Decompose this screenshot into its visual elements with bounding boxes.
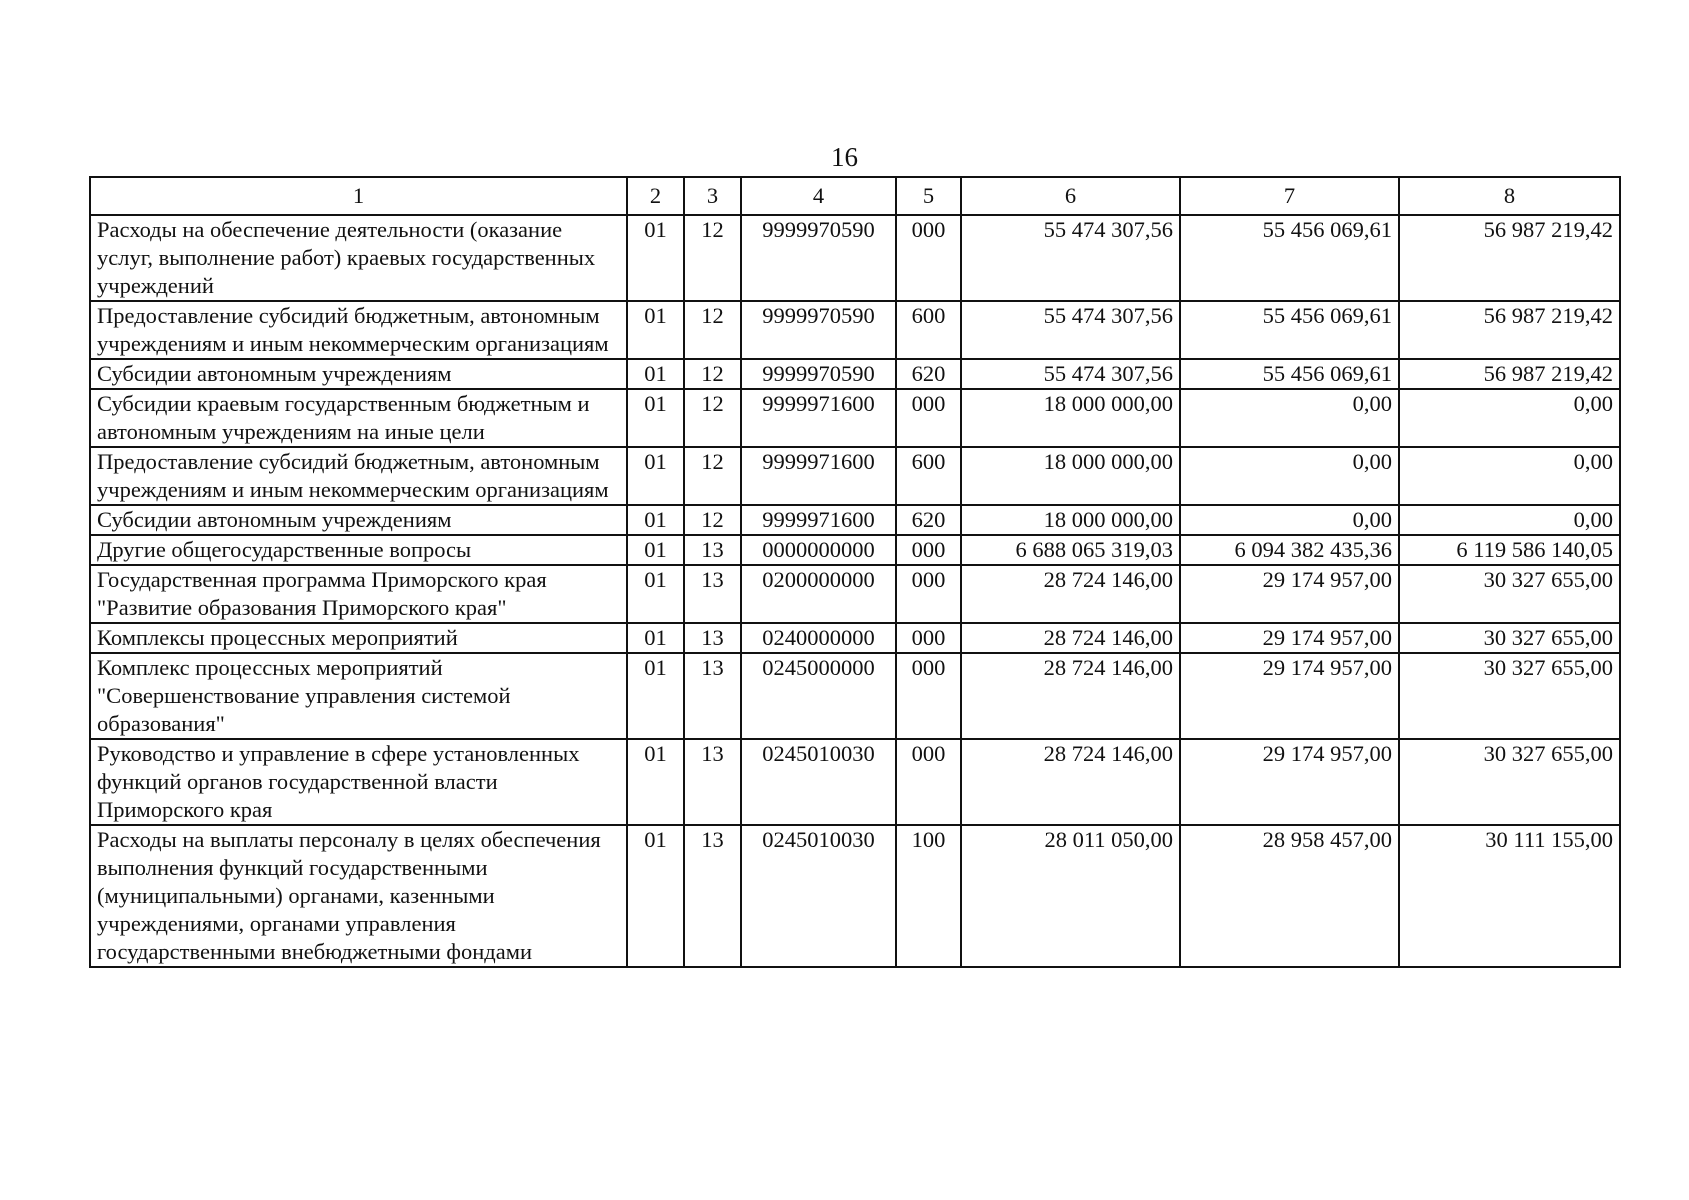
section-code: 01 <box>627 359 684 389</box>
amount-col-8: 30 327 655,00 <box>1399 623 1620 653</box>
expense-name: Расходы на обеспечение деятельности (оказание услуг, выполнение работ) краевых государственных учреждений <box>90 215 627 301</box>
expense-type-code: 000 <box>896 623 961 653</box>
expense-type-code: 000 <box>896 215 961 301</box>
expense-type-code: 600 <box>896 301 961 359</box>
amount-col-7: 55 456 069,61 <box>1180 215 1399 301</box>
amount-col-7: 29 174 957,00 <box>1180 623 1399 653</box>
expense-name: Комплекс процессных мероприятий "Совершенствование управления системой образования" <box>90 653 627 739</box>
table-row <box>90 535 1620 565</box>
subsection-code: 13 <box>684 565 741 623</box>
table-row <box>90 359 1620 389</box>
table-row <box>90 653 1620 739</box>
target-article-code: 0000000000 <box>741 535 896 565</box>
amount-col-6: 18 000 000,00 <box>961 505 1180 535</box>
target-article-code: 9999971600 <box>741 447 896 505</box>
expense-name: Предоставление субсидий бюджетным, автономным учреждениям и иным некоммерческим организациям <box>90 301 627 359</box>
table-row <box>90 565 1620 623</box>
amount-col-8: 30 111 155,00 <box>1399 825 1620 967</box>
section-code: 01 <box>627 565 684 623</box>
amount-col-8: 0,00 <box>1399 389 1620 447</box>
table-row <box>90 301 1620 359</box>
column-header: 4 <box>741 177 896 215</box>
amount-col-6: 55 474 307,56 <box>961 359 1180 389</box>
amount-col-6: 18 000 000,00 <box>961 389 1180 447</box>
subsection-code: 13 <box>684 623 741 653</box>
subsection-code: 12 <box>684 301 741 359</box>
section-code: 01 <box>627 215 684 301</box>
table-row <box>90 623 1620 653</box>
expense-type-code: 000 <box>896 535 961 565</box>
amount-col-6: 28 724 146,00 <box>961 653 1180 739</box>
amount-col-8: 30 327 655,00 <box>1399 653 1620 739</box>
subsection-code: 12 <box>684 359 741 389</box>
amount-col-8: 6 119 586 140,05 <box>1399 535 1620 565</box>
expense-name: Другие общегосударственные вопросы <box>90 535 627 565</box>
expense-name: Субсидии автономным учреждениям <box>90 359 627 389</box>
amount-col-7: 6 094 382 435,36 <box>1180 535 1399 565</box>
target-article-code: 9999971600 <box>741 389 896 447</box>
target-article-code: 0245010030 <box>741 739 896 825</box>
amount-col-7: 29 174 957,00 <box>1180 565 1399 623</box>
column-header: 2 <box>627 177 684 215</box>
subsection-code: 12 <box>684 389 741 447</box>
table-row <box>90 825 1620 967</box>
column-number-row <box>90 177 1620 215</box>
column-header: 5 <box>896 177 961 215</box>
expense-name: Государственная программа Приморского края "Развитие образования Приморского края" <box>90 565 627 623</box>
section-code: 01 <box>627 623 684 653</box>
expense-type-code: 000 <box>896 389 961 447</box>
expense-name: Предоставление субсидий бюджетным, автономным учреждениям и иным некоммерческим организациям <box>90 447 627 505</box>
amount-col-6: 28 724 146,00 <box>961 565 1180 623</box>
subsection-code: 13 <box>684 739 741 825</box>
amount-col-8: 56 987 219,42 <box>1399 301 1620 359</box>
expense-name: Расходы на выплаты персоналу в целях обеспечения выполнения функций государственными (муниципальными) органами, казенными учреждениями, органами управления государственными внебюджетными фондами <box>90 825 627 967</box>
amount-col-6: 55 474 307,56 <box>961 215 1180 301</box>
expense-type-code: 620 <box>896 359 961 389</box>
target-article-code: 0245000000 <box>741 653 896 739</box>
target-article-code: 0200000000 <box>741 565 896 623</box>
target-article-code: 9999970590 <box>741 359 896 389</box>
section-code: 01 <box>627 447 684 505</box>
amount-col-6: 28 724 146,00 <box>961 739 1180 825</box>
expense-type-code: 000 <box>896 565 961 623</box>
amount-col-6: 6 688 065 319,03 <box>961 535 1180 565</box>
amount-col-6: 55 474 307,56 <box>961 301 1180 359</box>
target-article-code: 9999971600 <box>741 505 896 535</box>
expense-type-code: 100 <box>896 825 961 967</box>
target-article-code: 0245010030 <box>741 825 896 967</box>
column-header: 6 <box>961 177 1180 215</box>
column-header: 3 <box>684 177 741 215</box>
amount-col-6: 28 011 050,00 <box>961 825 1180 967</box>
amount-col-8: 30 327 655,00 <box>1399 565 1620 623</box>
amount-col-7: 29 174 957,00 <box>1180 739 1399 825</box>
amount-col-8: 30 327 655,00 <box>1399 739 1620 825</box>
column-header: 1 <box>90 177 627 215</box>
amount-col-7: 29 174 957,00 <box>1180 653 1399 739</box>
amount-col-7: 0,00 <box>1180 389 1399 447</box>
subsection-code: 13 <box>684 535 741 565</box>
amount-col-7: 55 456 069,61 <box>1180 301 1399 359</box>
expense-type-code: 600 <box>896 447 961 505</box>
expense-name: Субсидии краевым государственным бюджетным и автономным учреждениям на иные цели <box>90 389 627 447</box>
subsection-code: 12 <box>684 505 741 535</box>
section-code: 01 <box>627 653 684 739</box>
section-code: 01 <box>627 739 684 825</box>
amount-col-7: 0,00 <box>1180 447 1399 505</box>
section-code: 01 <box>627 301 684 359</box>
table-row <box>90 215 1620 301</box>
expense-name: Субсидии автономным учреждениям <box>90 505 627 535</box>
table-row <box>90 739 1620 825</box>
expense-type-code: 620 <box>896 505 961 535</box>
section-code: 01 <box>627 535 684 565</box>
target-article-code: 9999970590 <box>741 215 896 301</box>
section-code: 01 <box>627 389 684 447</box>
column-header: 7 <box>1180 177 1399 215</box>
expense-name: Комплексы процессных мероприятий <box>90 623 627 653</box>
subsection-code: 12 <box>684 447 741 505</box>
page-number: 16 <box>831 142 858 172</box>
section-code: 01 <box>627 505 684 535</box>
table-row <box>90 389 1620 447</box>
subsection-code: 13 <box>684 653 741 739</box>
table-row <box>90 505 1620 535</box>
column-header: 8 <box>1399 177 1620 215</box>
expense-type-code: 000 <box>896 653 961 739</box>
budget-table <box>89 176 1621 968</box>
target-article-code: 9999970590 <box>741 301 896 359</box>
amount-col-7: 0,00 <box>1180 505 1399 535</box>
amount-col-8: 56 987 219,42 <box>1399 215 1620 301</box>
subsection-code: 13 <box>684 825 741 967</box>
expense-name: Руководство и управление в сфере установленных функций органов государственной власти Приморского края <box>90 739 627 825</box>
table-row <box>90 447 1620 505</box>
amount-col-8: 0,00 <box>1399 505 1620 535</box>
amount-col-6: 28 724 146,00 <box>961 623 1180 653</box>
target-article-code: 0240000000 <box>741 623 896 653</box>
amount-col-7: 55 456 069,61 <box>1180 359 1399 389</box>
amount-col-7: 28 958 457,00 <box>1180 825 1399 967</box>
amount-col-8: 56 987 219,42 <box>1399 359 1620 389</box>
amount-col-8: 0,00 <box>1399 447 1620 505</box>
subsection-code: 12 <box>684 215 741 301</box>
expense-type-code: 000 <box>896 739 961 825</box>
amount-col-6: 18 000 000,00 <box>961 447 1180 505</box>
section-code: 01 <box>627 825 684 967</box>
